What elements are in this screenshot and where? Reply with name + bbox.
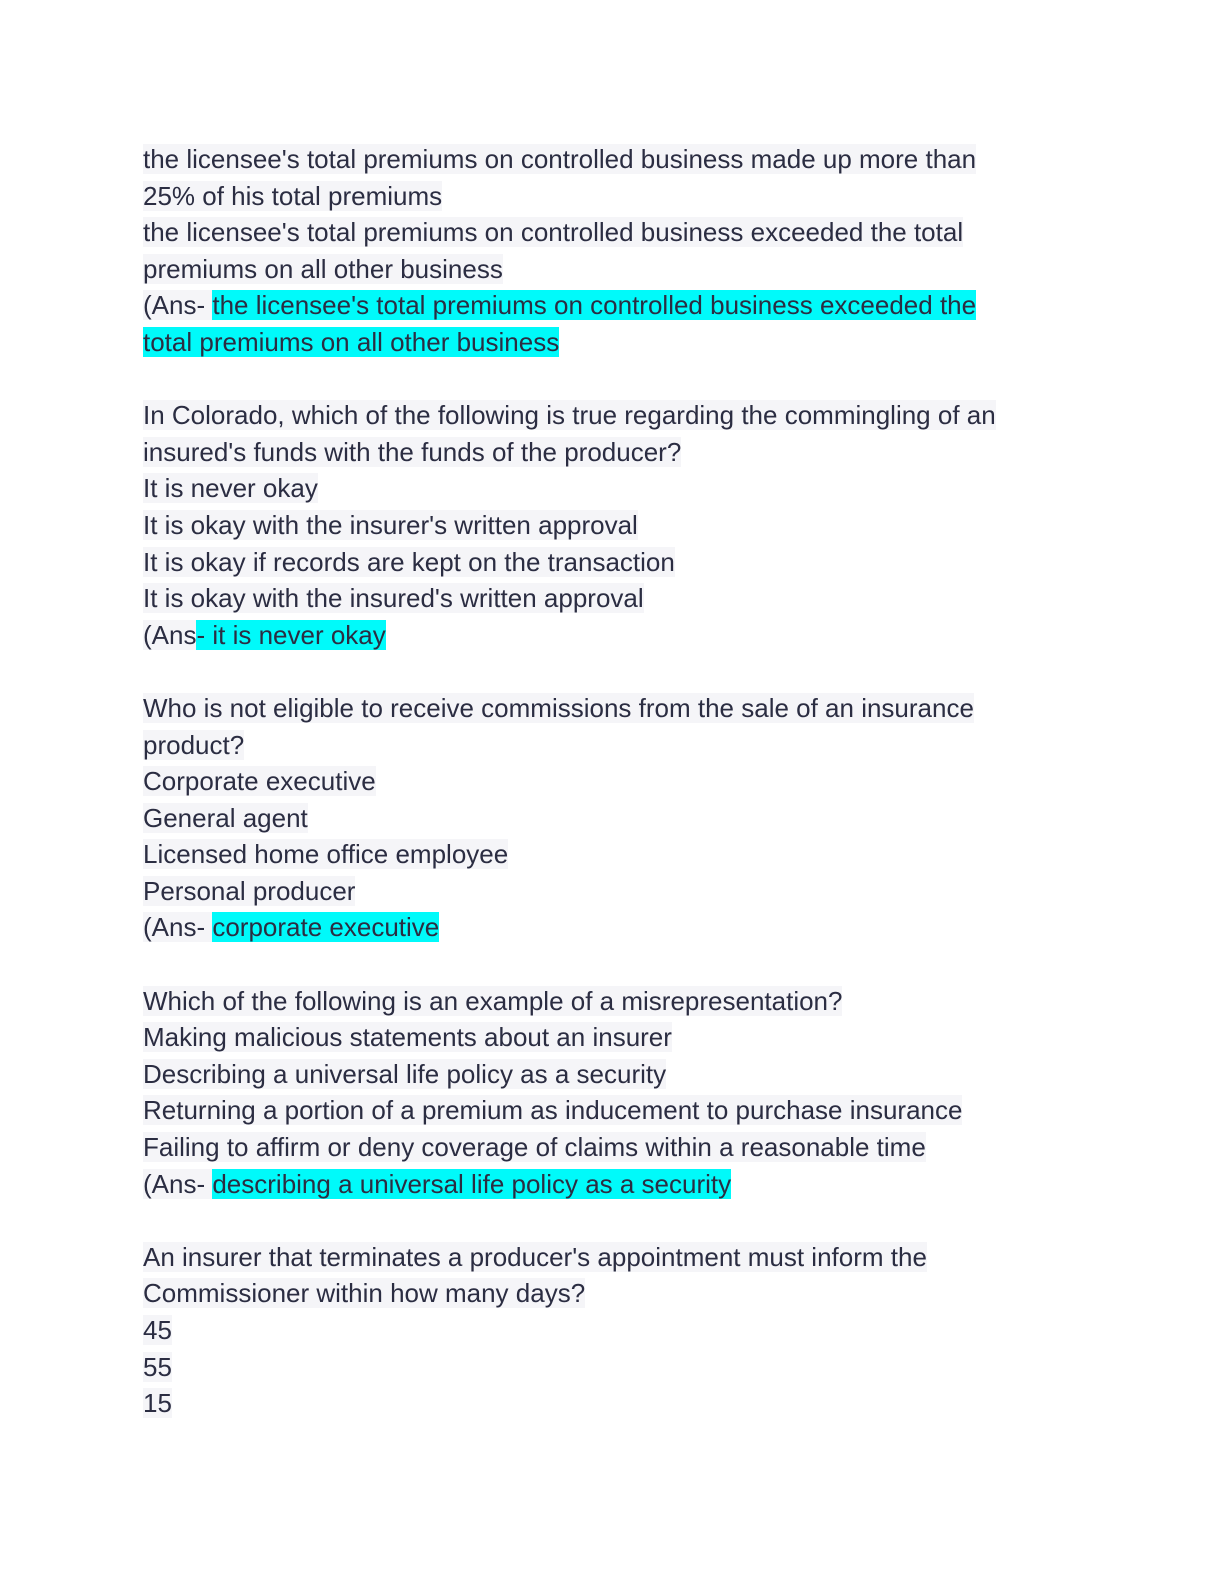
question-line: product? [143, 729, 245, 760]
question-line: In Colorado, which of the following is true regarding the commingling of an [143, 400, 996, 431]
option-line: It is okay with the insurer's written approval [143, 509, 638, 540]
question-line: Commissioner within how many days? [143, 1278, 586, 1309]
option-line: Returning a portion of a premium as inducement to purchase insurance [143, 1095, 963, 1126]
option-line: 15 [143, 1388, 172, 1419]
answer-highlight: corporate executive [212, 912, 440, 943]
option-line: 55 [143, 1351, 172, 1382]
option-line: Making malicious statements about an insurer [143, 1022, 672, 1053]
answer-highlight: total premiums on all other business [143, 326, 560, 357]
answer-prefix: (Ans- [143, 290, 213, 321]
question-block-commingling [143, 397, 1083, 653]
question-block-misrepresentation [143, 983, 1083, 1203]
answer-prefix: (Ans [143, 619, 197, 650]
answer-highlight: the licensee's total premiums on controlled business exceeded the [212, 290, 977, 321]
question-line: Which of the following is an example of a misrepresentation? [143, 985, 843, 1016]
answer-highlight: describing a universal life policy as a security [212, 1168, 732, 1199]
option-line: Personal producer [143, 875, 356, 906]
option-line: premiums on all other business [143, 253, 503, 284]
answer-highlight: - it is never okay [196, 619, 386, 650]
option-line: the licensee's total premiums on controlled business made up more than [143, 144, 977, 174]
answer-line [143, 617, 1083, 654]
option-line: Describing a universal life policy as a security [143, 1058, 667, 1089]
option-line: It is never okay [143, 473, 318, 504]
option-line: Failing to affirm or deny coverage of claims within a reasonable time [143, 1132, 926, 1163]
option-line: 25% of his total premiums [143, 180, 443, 211]
question-block-termination [143, 1239, 1083, 1422]
question-line: An insurer that terminates a producer's appointment must inform the [143, 1241, 927, 1272]
option-line: Corporate executive [143, 766, 376, 797]
answer-line [143, 287, 1083, 324]
option-line: Licensed home office employee [143, 839, 509, 870]
option-line: It is okay with the insured's written approval [143, 583, 644, 614]
option-line: the licensee's total premiums on controlled business exceeded the total [143, 217, 964, 248]
answer-line [143, 324, 1083, 361]
answer-line [143, 909, 1083, 946]
option-line: It is okay if records are kept on the transaction [143, 546, 675, 577]
question-block-continuation [143, 141, 1083, 361]
question-block-commissions [143, 690, 1083, 946]
question-line: Who is not eligible to receive commissions from the sale of an insurance [143, 692, 974, 723]
answer-prefix: (Ans- [143, 1168, 213, 1199]
question-line: insured's funds with the funds of the producer? [143, 436, 682, 467]
answer-prefix: (Ans- [143, 912, 213, 943]
answer-line [143, 1166, 1083, 1203]
document-content [143, 141, 1083, 1458]
option-line: 45 [143, 1315, 172, 1345]
option-line: General agent [143, 802, 308, 833]
